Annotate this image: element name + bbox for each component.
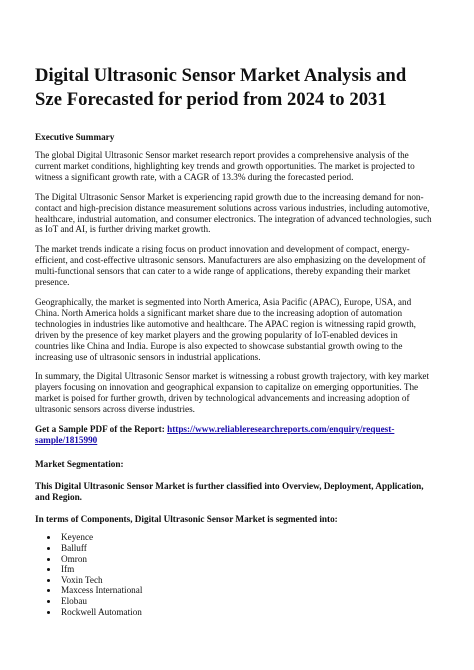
executive-summary-heading: Executive Summary (35, 132, 115, 142)
list-item: • Voxin Tech (59, 575, 432, 586)
market-segmentation-heading: Market Segmentation: (35, 458, 124, 469)
list-item: • Rockwell Automation (59, 607, 432, 618)
components-heading: In terms of Components, Digital Ultrasonic Sensor Market is segmented into: (35, 513, 338, 524)
sample-pdf-label: Get a Sample PDF of the Report: (35, 424, 168, 435)
paragraph-trends: The market trends indicate a rising focus on product innovation and development of compact, energy-efficient, and cost-effective ultrasonic sensors. Manufacturers are also emphasizing on the development of multi-functional sensors that can cater to a wide range of applications, thereby expanding their market presence. (35, 244, 426, 288)
company-list (35, 532, 432, 617)
paragraph-growth-drivers: The Digital Ultrasonic Sensor Market is experiencing rapid growth due to the increasing demand for non-contact and high-precision distance measurement solutions across various industries, including automotive, healthcare, industrial automation, and consumer electronics. The integration of advanced technologies, such as IoT and AI, is further driving market growth. (35, 191, 432, 235)
paragraph-geography: Geographically, the market is segmented into North America, Asia Pacific (APAC), Europe, USA, and China. North America holds a significant market share due to the increasing adoption of automation technologies in industries like automotive and healthcare. The APAC region is witnessing rapid growth, driven by the presence of key market players and the growing popularity of IoT-enabled devices in countries like China and India. Europe is also expected to showcase substantial growth owing to the increasing use of ultrasonic sensors in industrial applications. (35, 296, 416, 362)
list-item: • Keyence (59, 532, 432, 543)
sample-pdf-link[interactable]: https://www.reliableresearchreports.com/enquiry/request-sample/1815990 (35, 424, 395, 445)
list-item: • Balluff (59, 543, 432, 554)
segmentation-intro: This Digital Ultrasonic Sensor Market is further classified into Overview, Deployment, Application, and Region. (35, 480, 424, 502)
list-item: • Ifm (59, 564, 432, 575)
document-title: Digital Ultrasonic Sensor Market Analysis and Sze Forecasted for period from 2024 to 2031 (35, 65, 407, 110)
paragraph-summary: In summary, the Digital Ultrasonic Sensor market is witnessing a robust growth trajectory, with key market players focusing on innovation and geographical expansion to capitalize on emerging opportunities. The market is poised for further growth, driven by technological advancements and increasing adoption of ultrasonic sensors across diverse industries. (35, 371, 430, 415)
list-item: • Maxcess International (59, 585, 432, 596)
paragraph-overview: The global Digital Ultrasonic Sensor market research report provides a comprehensive analysis of the current market conditions, highlighting key trends and growth opportunities. The market is projected to witness a significant growth rate, with a CAGR of 13.3% during the forecasted period. (35, 150, 415, 182)
list-item: • Omron (59, 554, 432, 565)
sample-pdf-line (35, 424, 432, 446)
list-item: • Elobau (59, 596, 432, 607)
